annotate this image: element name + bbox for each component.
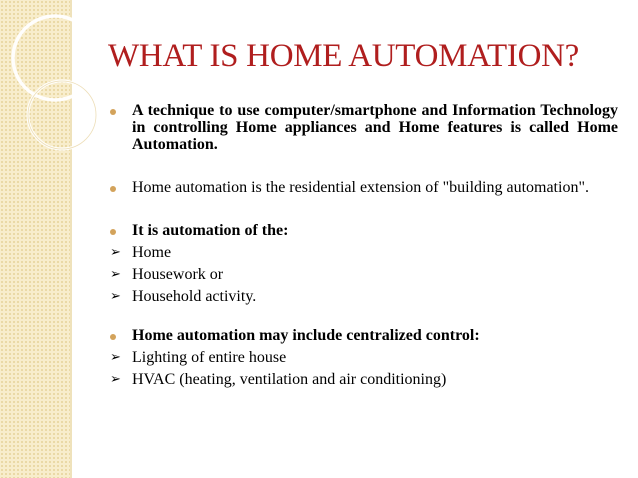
bullet-dot-icon <box>110 102 128 119</box>
bullet-item-extension <box>106 179 618 196</box>
sub-item-hvac <box>106 371 618 388</box>
bullet-list <box>106 102 618 388</box>
bullet-dot-icon <box>110 222 128 239</box>
sub-item-text: Home <box>132 244 172 261</box>
sub-item-text: Household activity. <box>132 288 257 305</box>
sub-item-lighting <box>106 349 618 366</box>
sub-item-household <box>106 288 618 305</box>
bullet-text: A technique to use computer/smartphone and Information Technology in controlling Home appliances and Home features is called Home Automation. <box>132 102 618 153</box>
sub-item-text: Lighting of entire house <box>132 349 287 366</box>
arrow-bullet-icon: ➢ <box>110 350 121 365</box>
sub-item-text: HVAC (heating, ventilation and air conditioning) <box>132 371 447 388</box>
slide-title: WHAT IS HOME AUTOMATION? <box>108 38 579 74</box>
bullet-text: It is automation of the: <box>132 222 289 239</box>
arrow-bullet-icon: ➢ <box>110 245 121 260</box>
bullet-text: Home automation is the residential extension of "building automation". <box>132 179 589 196</box>
bullet-item-definition <box>106 102 618 153</box>
arrow-bullet-icon: ➢ <box>110 372 121 387</box>
bullet-dot-icon <box>110 179 128 196</box>
bullet-text: Home automation may include centralized control: <box>132 327 480 344</box>
sub-item-home <box>106 244 618 261</box>
bullet-item-automation-of <box>106 222 618 239</box>
bullet-dot-icon <box>110 327 128 344</box>
arrow-bullet-icon: ➢ <box>110 289 121 304</box>
bullet-item-centralized-control <box>106 327 618 344</box>
sub-item-housework <box>106 266 618 283</box>
arrow-bullet-icon: ➢ <box>110 267 121 282</box>
sub-item-text: Housework or <box>132 266 224 283</box>
